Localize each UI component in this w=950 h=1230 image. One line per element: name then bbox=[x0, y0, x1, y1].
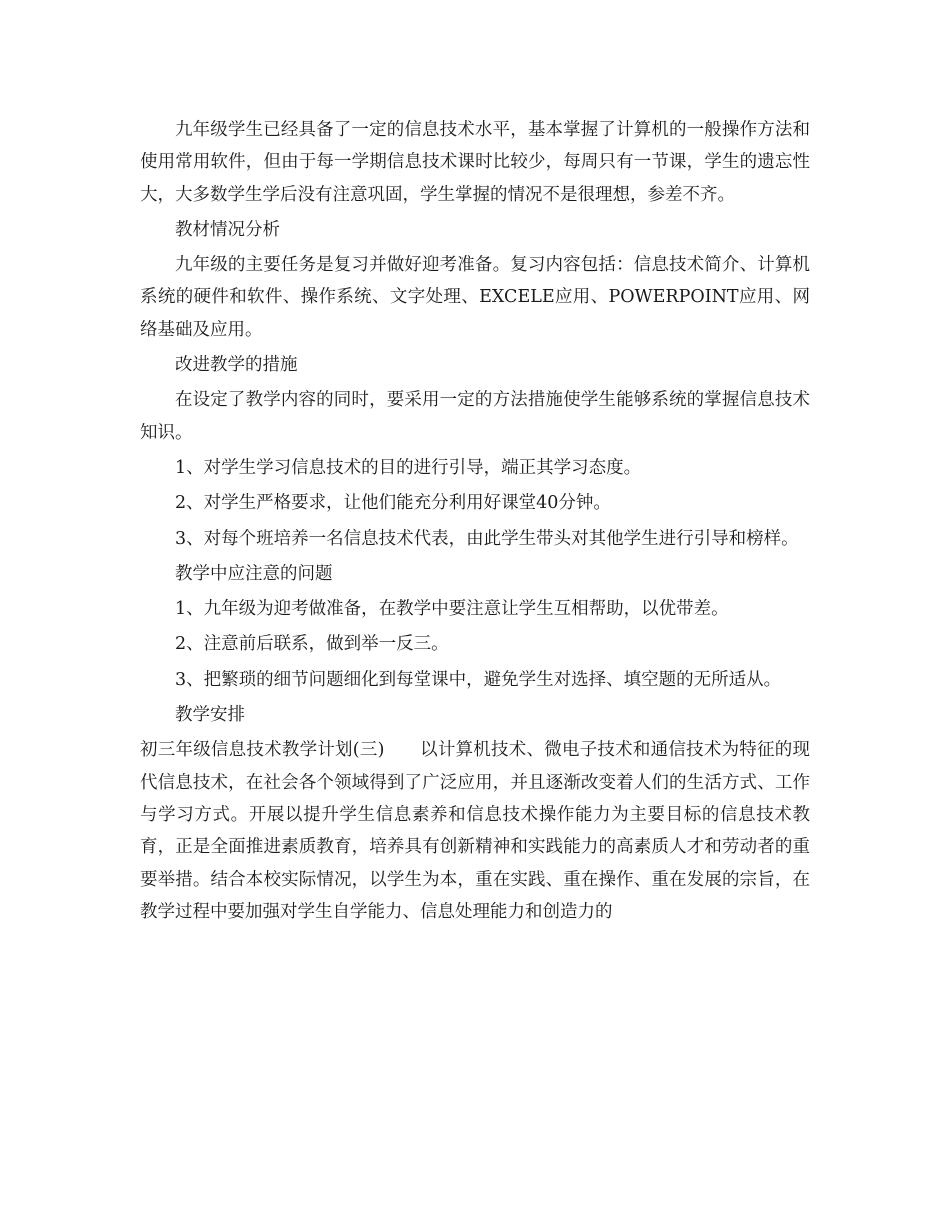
list-item-measure-3: 3、对每个班培养一名信息技术代表，由此学生带头对其他学生进行引导和榜样。 bbox=[175, 528, 799, 549]
document-body bbox=[140, 114, 810, 931]
list-item-issue-2: 2、注意前后联系，做到举一反三。 bbox=[175, 634, 449, 655]
list-item-issue-1: 1、九年级为迎考做准备，在教学中要注意让学生互相帮助，以优带差。 bbox=[175, 599, 729, 620]
list-item-issue-3: 3、把繁琐的细节问题细化到每堂课中，避免学生对选择、填空题的无所适从。 bbox=[175, 669, 782, 690]
list-item-measure-2: 2、对学生严格要求，让他们能充分利用好课堂40分钟。 bbox=[175, 493, 611, 514]
heading-improvement-measures: 改进教学的措施 bbox=[175, 355, 298, 376]
paragraph-plan-three: 初三年级信息技术教学计划(三) 以计算机技术、微电子技术和通信技术为特征的现代信息技术，在社会各个领域得到了广泛应用，并且逐渐改变着人们的生活方式、工作与学习方式。开展以提升学生信息素养和信息技术操作能力为主要目标的信息技术教育，正是全面推进素质教育，培养具有创新精神和实践能力的高素质人才和劳动者的重要举措。结合本校实际情况，以学生为本，重在实践、重在操作、重在发展的宗旨，在教学过程中要加强对学生自学能力、信息处理能力和创造力的 bbox=[140, 740, 810, 922]
paragraph-review-content: 九年级的主要任务是复习并做好迎考准备。复习内容包括：信息技术简介、计算机系统的硬件和软件、操作系统、文字处理、EXCELE应用、POWERPOINT应用、网络基础及应用。 bbox=[140, 255, 810, 340]
heading-teaching-arrangement: 教学安排 bbox=[175, 705, 245, 726]
heading-textbook-analysis: 教材情况分析 bbox=[175, 219, 280, 240]
paragraph-teaching-content: 在设定了教学内容的同时，要采用一定的方法措施使学生能够系统的掌握信息技术知识。 bbox=[140, 390, 810, 443]
heading-teaching-issues: 教学中应注意的问题 bbox=[175, 563, 333, 584]
list-item-measure-1: 1、对学生学习信息技术的目的进行引导，端正其学习态度。 bbox=[175, 457, 642, 478]
paragraph-student-situation: 九年级学生已经具备了一定的信息技术水平，基本掌握了计算机的一般操作方法和使用常用软件，但由于每一学期信息技术课时比较少，每周只有一节课，学生的遗忘性大，大多数学生学后没有注意巩固，学生掌握的情况不是很理想，参差不齐。 bbox=[140, 120, 810, 205]
